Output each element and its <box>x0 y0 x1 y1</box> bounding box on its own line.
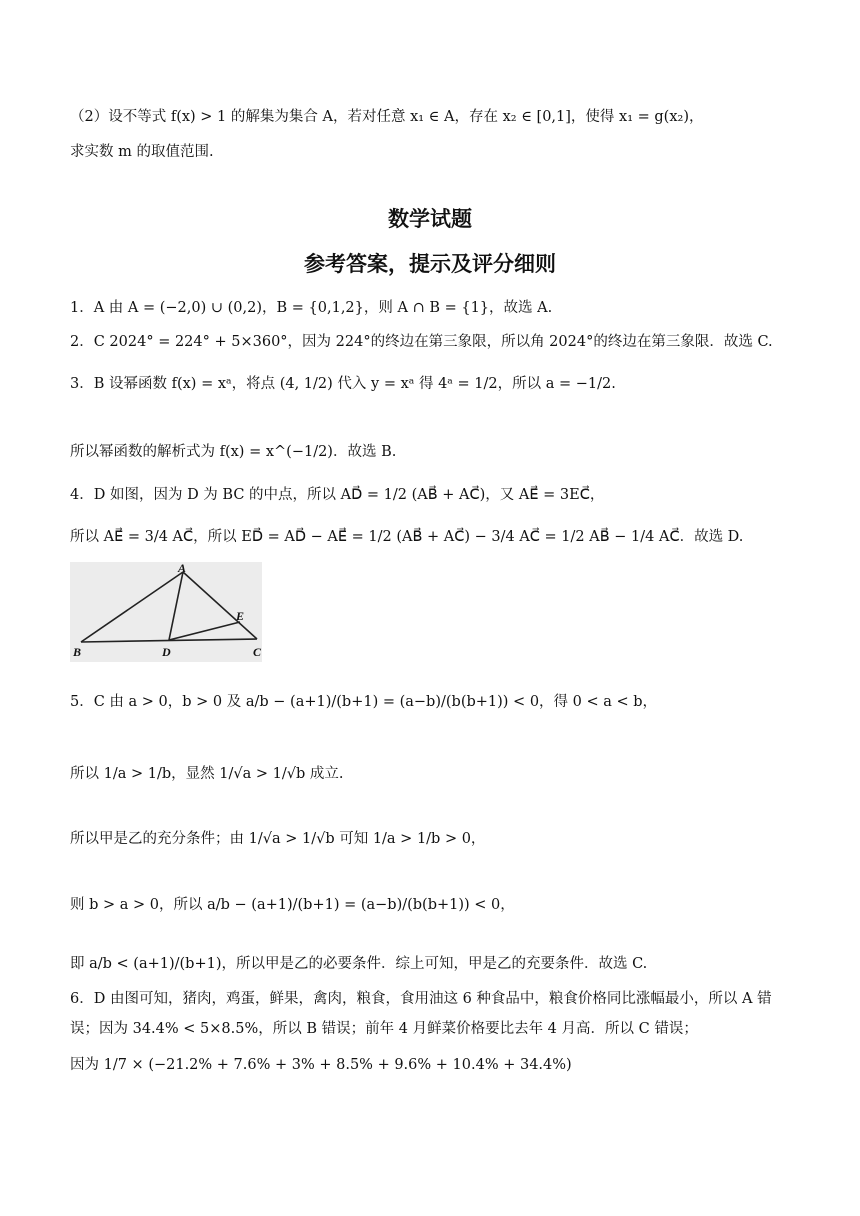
answer-2: 2．C 2024° = 224° + 5×360°，因为 224°的终边在第三象限，所以角 2024°的终边在第三象限．故选 C. <box>70 334 773 350</box>
answer-5-line3: 所以甲是乙的充分条件；由 1/√a > 1/√b 可知 1/a > 1/b > 0， <box>70 831 486 847</box>
triangle-figure <box>70 562 262 662</box>
answer-6-line2: 误；因为 34.4% < 5×8.5%，所以 B 错误；前年 4 月鲜菜价格要比去年 4 月高．所以 C 错误； <box>70 1021 698 1037</box>
label-c: C <box>253 645 262 659</box>
answer-4-line1: 4．D 如图，因为 D 为 BC 的中点，所以 AD⃗ = 1/2 (AB⃗ + AC⃗)，又 AE⃗ = 3EC⃗， <box>70 487 605 503</box>
label-b: B <box>73 645 82 659</box>
label-d: D <box>162 645 171 659</box>
problem-part2-line1: （2）设不等式 f(x) > 1 的解集为集合 A，若对任意 x₁ ∈ A，存在 x₂ ∈ [0,1]，使得 x₁ = g(x₂)， <box>70 109 704 125</box>
answer-6-line3: 因为 1/7 × (−21.2% + 7.6% + 3% + 8.5% + 9.6% + 10.4% + 34.4%) <box>70 1057 572 1073</box>
answer-5-line5: 即 a/b < (a+1)/(b+1)，所以甲是乙的必要条件．综上可知，甲是乙的充要条件．故选 C. <box>70 956 648 972</box>
answer-3-line2: 所以幂函数的解析式为 f(x) = x^(−1/2)．故选 B. <box>70 444 397 460</box>
answer-5-line4: 则 b > a > 0，所以 a/b − (a+1)/(b+1) = (a−b)/(b(b+1)) < 0， <box>70 897 515 913</box>
page-title: 数学试题 <box>388 207 472 231</box>
answer-3-line1: 3．B 设幂函数 f(x) = xᵃ，将点 (4, 1/2) 代入 y = xᵃ 得 4ᵃ = 1/2，所以 a = −1/2. <box>70 376 616 392</box>
answer-1: 1．A 由 A = (−2,0) ∪ (0,2)，B = {0,1,2}，则 A ∩ B = {1}，故选 A. <box>70 300 553 316</box>
label-e: E <box>236 609 245 623</box>
answer-4-line2: 所以 AE⃗ = 3/4 AC⃗，所以 ED⃗ = AD⃗ − AE⃗ = 1/2 (AB⃗ + AC⃗) − 3/4 AC⃗ = 1/2 AB⃗ − 1/4 AC⃗．故选 D. <box>70 529 744 545</box>
answer-5-line2: 所以 1/a > 1/b，显然 1/√a > 1/√b 成立. <box>70 766 344 782</box>
label-a: A <box>178 562 187 575</box>
problem-part2-line2: 求实数 m 的取值范围. <box>70 144 214 160</box>
answer-6-line1: 6．D 由图可知，猪肉，鸡蛋，鲜果，禽肉，粮食，食用油这 6 种食品中，粮食价格同比涨幅最小，所以 A 错 <box>70 991 772 1007</box>
page-subtitle: 参考答案，提示及评分细则 <box>304 252 556 276</box>
answer-5-line1: 5．C 由 a > 0，b > 0 及 a/b − (a+1)/(b+1) = (a−b)/(b(b+1)) < 0，得 0 < a < b， <box>70 694 658 710</box>
